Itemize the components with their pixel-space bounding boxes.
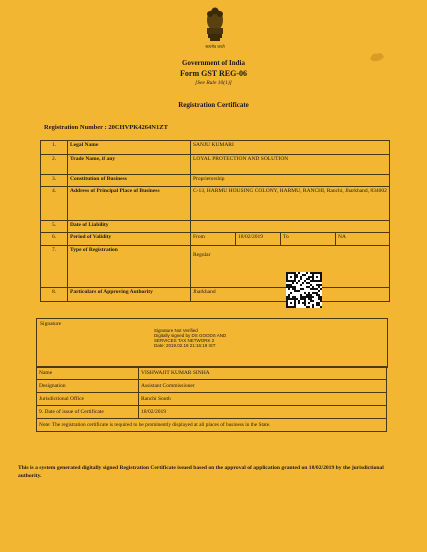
- table-row: [41, 288, 390, 302]
- from-label: From: [191, 233, 236, 245]
- details-table: [40, 140, 390, 302]
- table-row: [41, 187, 390, 221]
- row-value: Regular: [191, 246, 390, 288]
- registration-number: Registration Number : 20CHVPK4264N1ZT: [44, 124, 168, 131]
- to-label: To: [281, 233, 336, 245]
- row-value: VISHWAJIT KUMAR SINHA: [139, 367, 387, 380]
- table-row: [41, 221, 390, 233]
- form-heading: Form GST REG-06: [180, 69, 247, 78]
- table-row: [41, 246, 390, 288]
- row-number: 1.: [41, 141, 68, 155]
- qr-code-icon: [286, 272, 322, 308]
- row-label: Period of Validity: [68, 233, 191, 246]
- row-value: Jharkhand: [191, 288, 390, 302]
- row-label: Address of Principal Place of Business: [68, 187, 191, 221]
- row-value: Proprietorship: [191, 175, 390, 187]
- row-number: 2.: [41, 155, 68, 175]
- row-value: LOYAL PROTECTION AND SOLUTION: [191, 155, 390, 175]
- table-row: [41, 233, 390, 246]
- signature-signer: Digitally signed by DS GOODS AND: [154, 333, 227, 338]
- row-label: Type of Registration: [68, 246, 191, 288]
- certificate-title: Registration Certificate: [178, 101, 249, 109]
- row-label: Date of Liability: [68, 221, 191, 233]
- table-row: [37, 419, 387, 432]
- row-label: Legal Name: [68, 141, 191, 155]
- signature-label: Signature: [40, 321, 62, 327]
- table-row: [41, 141, 390, 155]
- row-value: Ranchi South: [139, 393, 387, 406]
- row-value: [191, 221, 390, 233]
- table-row: [37, 406, 387, 419]
- table-row: [37, 380, 387, 393]
- row-label: Trade Name, if any: [68, 155, 191, 175]
- row-value: Assistant Commissioner: [139, 380, 387, 393]
- row-number: 4.: [41, 187, 68, 221]
- digital-signature-text: [154, 328, 226, 348]
- table-row: [37, 393, 387, 406]
- rule-reference: [See Rule 10(1)]: [195, 80, 232, 86]
- national-emblem-icon: [203, 6, 227, 46]
- signature-status: Signature Not Verified: [154, 328, 198, 333]
- table-row: [37, 367, 387, 380]
- emblem-motto: सत्यमेव जयते: [205, 44, 225, 49]
- table-row: [41, 155, 390, 175]
- signature-date: Date: 2019.02.18 21:16:19 IST: [154, 343, 216, 348]
- row-value: SANJU KUMARI: [191, 141, 390, 155]
- signature-org: SERVICES TAX NETWORK 2: [154, 338, 215, 343]
- footer-statement: This is a system generated digitally signed Registration Certificate issued based on the approval of application granted on 18/02/2019 by the jurisdictional authority.: [18, 465, 384, 479]
- government-heading: Government of India: [182, 59, 245, 67]
- row-label: Name: [37, 367, 139, 380]
- validity-cell: [191, 233, 390, 246]
- to-value: NA: [338, 234, 346, 240]
- signature-box: [36, 318, 388, 368]
- row-value: C-13, HARMU HOUSING COLONY, HARMU, RANCHI, Ranchi, Jharkhand, 834002: [191, 187, 390, 221]
- from-value: 18/02/2019: [236, 233, 281, 245]
- row-label: Designation: [37, 380, 139, 393]
- row-value: 18/02/2019: [139, 406, 387, 419]
- row-label: 9. Date of issue of Certificate: [37, 406, 139, 419]
- row-label: Particulars of Approving Authority: [68, 288, 191, 302]
- row-label: Jurisdictional Office: [37, 393, 139, 406]
- row-number: 5.: [41, 221, 68, 233]
- row-number: 7.: [41, 246, 68, 288]
- display-note: Note: The registration certificate is required to be prominently displayed at all places of business in the State.: [37, 419, 387, 432]
- row-number: 8.: [41, 288, 68, 302]
- row-number: 6.: [41, 233, 68, 246]
- authority-table: [36, 366, 387, 432]
- row-label: Constitution of Business: [68, 175, 191, 187]
- table-row: [41, 175, 390, 187]
- row-number: 3.: [41, 175, 68, 187]
